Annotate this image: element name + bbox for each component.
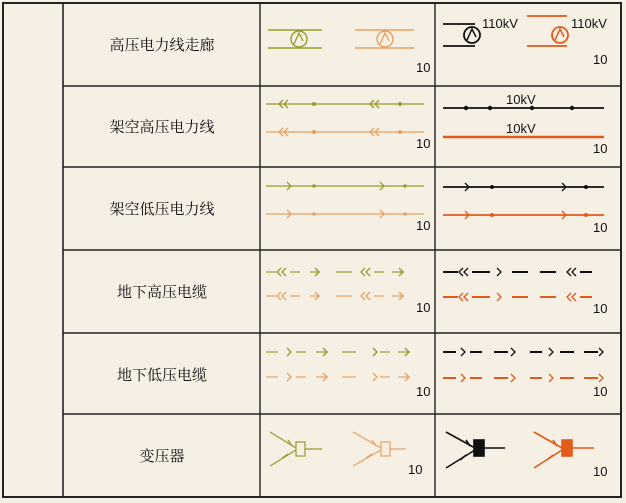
scale-label-underground-hv-light: 10 — [416, 300, 431, 315]
overhead-hv-symbol-light — [266, 100, 424, 136]
transformer-symbol-light — [270, 432, 406, 466]
scale-label-underground-lv-light: 10 — [416, 384, 431, 399]
transformer-icon — [270, 432, 322, 466]
transformer-icon — [534, 432, 594, 468]
voltage-label-110kv-orange: 110kV — [571, 16, 607, 31]
overhead-lv-symbol-light — [266, 182, 424, 218]
voltage-label-10kv: 10kV — [506, 92, 536, 107]
corridor-symbol-light — [268, 30, 414, 48]
transformer-symbol-dark — [446, 432, 594, 468]
underground-lv-symbol-dark — [443, 348, 603, 382]
underground-lv-symbol-light — [266, 348, 410, 381]
scale-label-corridor-dark: 10 — [593, 52, 608, 67]
scale-label-transformer-light: 10 — [408, 462, 423, 477]
row-name-underground-lv: 地下低压电缆 — [116, 366, 208, 384]
row-name-corridor: 高压电力线走廊 — [109, 36, 215, 54]
transformer-icon — [446, 432, 505, 468]
scale-label-corridor-light: 10 — [416, 60, 431, 75]
row-name-transformer: 变压器 — [139, 447, 185, 465]
scale-label-underground-lv-dark: 10 — [593, 384, 608, 399]
scale-label-transformer-dark: 10 — [593, 464, 608, 479]
row-name-overhead-lv: 架空低压电力线 — [109, 200, 215, 218]
row-name-overhead-hv: 架空高压电力线 — [109, 118, 215, 136]
voltage-label-10kv-orange: 10kV — [506, 121, 536, 136]
transformer-icon — [353, 432, 406, 466]
overhead-lv-symbol-dark — [443, 183, 604, 219]
scale-label-overhead-lv-dark: 10 — [593, 220, 608, 235]
voltage-label-110kv: 110kV — [482, 16, 518, 31]
table-grid — [3, 3, 621, 497]
underground-hv-symbol-dark — [443, 268, 592, 301]
scale-label-underground-hv-dark: 10 — [593, 301, 608, 316]
underground-hv-symbol-light — [266, 268, 404, 300]
scale-label-overhead-lv-light: 10 — [416, 218, 431, 233]
row-name-underground-hv: 地下高压电缆 — [116, 283, 208, 301]
scale-label-overhead-hv-dark: 10 — [593, 141, 608, 156]
scale-label-overhead-hv-light: 10 — [416, 136, 431, 151]
